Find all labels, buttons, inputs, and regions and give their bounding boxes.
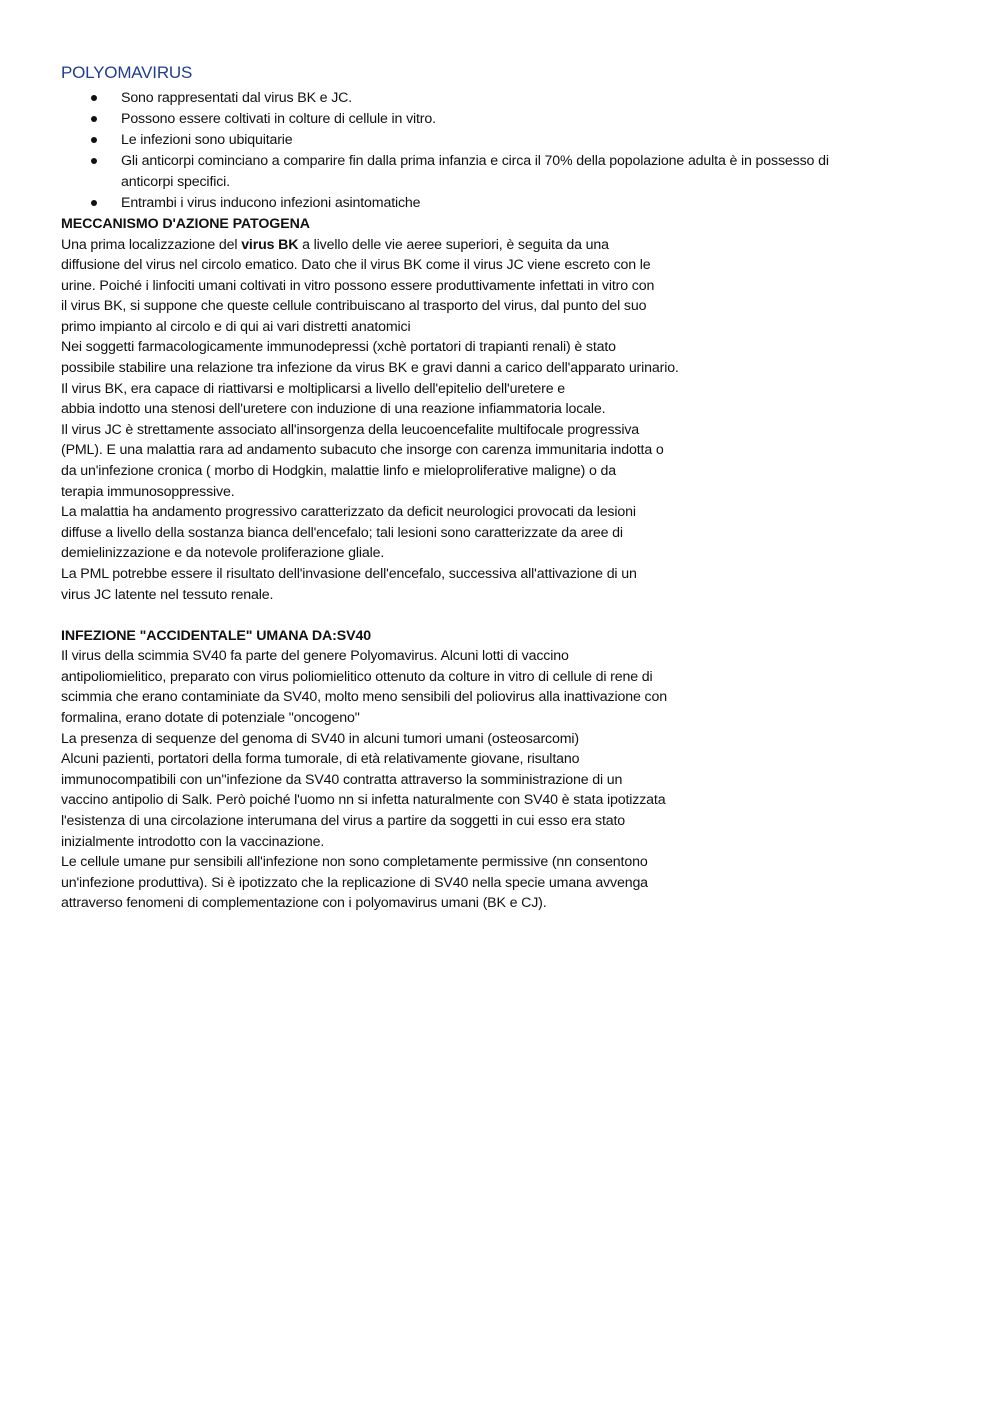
bullet-text: Le infezioni sono ubiquitarie xyxy=(121,132,293,148)
bullet-list xyxy=(61,88,921,214)
bullet-icon xyxy=(91,158,97,164)
bullet-icon xyxy=(91,116,97,122)
bullet-text: anticorpi specifici. xyxy=(121,174,230,190)
paragraph-line: immunocompatibili con un''infezione da SV40 contratta attraverso la somministrazione di un xyxy=(61,771,623,788)
paragraph-line: Il virus BK, era capace di riattivarsi e moltiplicarsi a livello dell'epitelio dell'uretere e xyxy=(61,380,566,397)
paragraph-line: scimmia che erano contaminiate da SV40, molto meno sensibili del poliovirus alla inattivazione con xyxy=(61,689,667,706)
paragraph-line: Le cellule umane pur sensibili all'infezione non sono completamente permissive (nn consentono xyxy=(61,854,648,871)
blank-line xyxy=(61,605,921,626)
paragraph-line: l'esistenza di una circolazione interumana del virus a partire da soggetti in cui esso era stato xyxy=(61,813,626,830)
paragraph-line xyxy=(61,235,921,256)
paragraph-line: attraverso fenomeni di complementazione con i polyomavirus umani (BK e CJ). xyxy=(61,895,547,912)
paragraph-line: inizialmente introdotto con la vaccinazione. xyxy=(61,833,325,850)
bullet-text: Entrambi i virus inducono infezioni asintomatiche xyxy=(121,195,421,211)
section-heading: INFEZIONE "ACCIDENTALE" UMANA DA:SV40 xyxy=(61,627,372,644)
paragraph-line: da un'infezione cronica ( morbo di Hodgkin, malattie linfo e mieloproliferative maligne) o da xyxy=(61,463,616,480)
section-heading: MECCANISMO D'AZIONE PATOGENA xyxy=(61,216,310,232)
paragraph-line: urine. Poiché i linfociti umani coltivati in vitro possono essere produttivamente infettati in vitro con xyxy=(61,277,655,294)
bullet-item xyxy=(61,88,921,109)
paragraph-line: Il virus della scimmia SV40 fa parte del genere Polyomavirus. Alcuni lotti di vaccino xyxy=(61,648,569,665)
bullet-text: Possono essere coltivati in colture di cellule in vitro. xyxy=(121,111,436,127)
bullet-icon xyxy=(91,137,97,143)
paragraph-line: il virus BK, si suppone che queste cellule contribuiscano al trasporto del virus, dal punto del suo xyxy=(61,298,647,315)
bullet-item xyxy=(61,109,921,130)
bullet-text: Sono rappresentati dal virus BK e JC. xyxy=(121,90,353,106)
paragraph-line: demielinizzazione e da notevole proliferazione gliale. xyxy=(61,545,385,562)
paragraph-line: abbia indotto una stenosi dell'uretere con induzione di una reazione infiammatoria locale. xyxy=(61,401,606,418)
paragraph-line: Nei soggetti farmacologicamente immunodepressi (xchè portatori di trapianti renali) è stato xyxy=(61,339,616,356)
paragraph-line: terapia immunosoppressive. xyxy=(61,483,235,500)
bullet-icon xyxy=(91,200,97,206)
paragraph-line: antipoliomielitico, preparato con virus poliomielitico ottenuto da colture in vitro di cellule di rene di xyxy=(61,668,653,685)
bullet-item-continuation xyxy=(61,172,921,193)
bullet-item xyxy=(61,151,921,172)
bullet-item xyxy=(61,193,921,214)
text-segment: Una prima localizzazione del xyxy=(61,236,242,253)
section-meccanismo xyxy=(61,214,921,605)
paragraph-line: Il virus JC è strettamente associato all'insorgenza della leucoencefalite multifocale progressiva xyxy=(61,421,640,438)
paragraph-line: La presenza di sequenze del genoma di SV40 in alcuni tumori umani (osteosarcomi) xyxy=(61,730,579,747)
paragraph-line: diffusione del virus nel circolo ematico. Dato che il virus BK come il virus JC viene escreto con le xyxy=(61,257,651,274)
paragraph-line: Alcuni pazienti, portatori della forma tumorale, di età relativamente giovane, risultano xyxy=(61,751,580,768)
bullet-text: Gli anticorpi cominciano a comparire fin dalla prima infanzia e circa il 70% della popolazione adulta è in possesso di xyxy=(121,153,829,169)
bullet-icon xyxy=(91,95,97,101)
paragraph-line: diffuse a livello della sostanza bianca dell'encefalo; tali lesioni sono caratterizzate da aree di xyxy=(61,524,623,541)
section-sv40 xyxy=(61,626,921,914)
paragraph-line: un'infezione produttiva). Si è ipotizzato che la replicazione di SV40 nella specie umana avvenga xyxy=(61,874,648,891)
document-page xyxy=(61,63,921,914)
paragraph-line: virus JC latente nel tessuto renale. xyxy=(61,586,274,603)
bullet-item xyxy=(61,130,921,151)
bold-term: virus BK xyxy=(241,236,299,253)
paragraph-line: La PML potrebbe essere il risultato dell'invasione dell'encefalo, successiva all'attivazione di un xyxy=(61,566,637,582)
paragraph-line: formalina, erano dotate di potenziale "oncogeno" xyxy=(61,710,360,727)
paragraph-line: La malattia ha andamento progressivo caratterizzato da deficit neurologici provocati da lesioni xyxy=(61,504,636,521)
paragraph-line: primo impianto al circolo e di qui ai vari distretti anatomici xyxy=(61,318,411,335)
paragraph-line: possibile stabilire una relazione tra infezione da virus BK e gravi danni a carico dell'apparato urinario. xyxy=(61,360,679,377)
paragraph-line: (PML). E una malattia rara ad andamento subacuto che insorge con carenza immunitaria indotta o xyxy=(61,442,664,459)
paragraph-line: vaccino antipolio di Salk. Però poiché l'uomo nn si infetta naturalmente con SV40 è stata ipotizzata xyxy=(61,792,666,809)
page-title: POLYOMAVIRUS xyxy=(61,63,193,82)
text-segment: a livello delle vie aeree superiori, è seguita da una xyxy=(298,236,609,253)
